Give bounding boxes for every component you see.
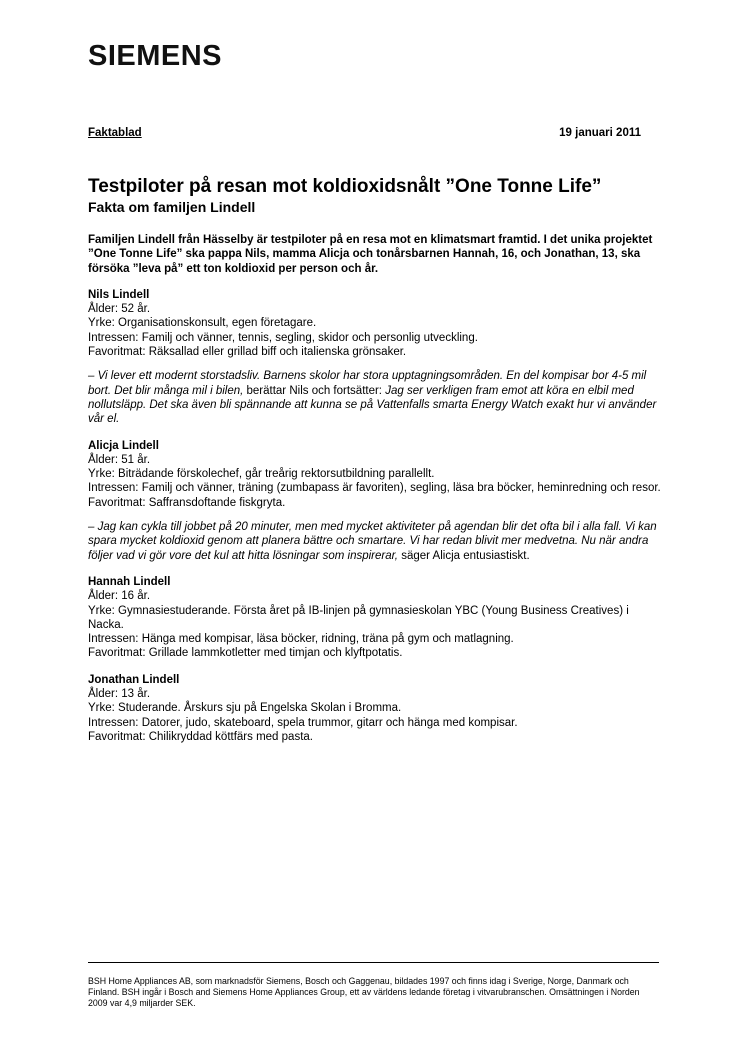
footer-text: BSH Home Appliances AB, som marknadsför Siemens, Bosch och Gaggenau, bildades 1997 och finns idag i Sverige, Norge, Danmark och Finland. BSH ingår i Bosch and Siemens Home Appliances Group, ett av världens ledande företag i vitvarubranschen. Omsättningen i Norden 2009 var 4,9 miljarder SEK. — [88, 976, 640, 1008]
person-jonathan — [88, 673, 663, 744]
intro-paragraph: Familjen Lindell från Hässelby är testpiloter på en resa mot en klimatsmart framtid. I det unika projektet ”One Tonne Life” ska pappa Nils, mamma Alicja och tonårsbarnen Hannah, 16, och Jonathan, 13, ska försöka ”leva på” ett ton koldioxid per person och år. — [88, 234, 653, 275]
person-job: Yrke: Studerande. Årskurs sju på Engelska Skolan i Bromma. — [88, 702, 402, 715]
siemens-logo: SIEMENS — [88, 40, 223, 72]
quote-nils — [88, 369, 663, 426]
quote-text: – Vi lever ett modernt storstadsliv. Barnens skolor har stora upptagningsområden. En del kompisar bor 4-5 mil bort. Det blir många mil i bilen, — [88, 370, 647, 397]
person-alicja — [88, 439, 663, 510]
person-interests: Intressen: Hänga med kompisar, läsa böcker, ridning, träna på gym och matlagning. — [88, 633, 514, 646]
person-food: Favoritmat: Saffransdoftande fiskgryta. — [88, 496, 286, 509]
person-name: Alicja Lindell — [88, 439, 159, 452]
person-interests: Intressen: Familj och vänner, träning (zumbapass är favoriten), segling, läsa bra böcker, heminredning och resor. — [88, 482, 661, 495]
person-name: Jonathan Lindell — [88, 673, 180, 686]
quote-text-continued: Jag ser verkligen fram emot att köra en elbil med nollutsläpp. Det ska även bli spännande att kunna se på Vattenfalls smarta Energy Watch exakt hur vi använder vår el. — [88, 384, 657, 426]
person-food: Favoritmat: Räksallad eller grillad biff och italienska grönsaker. — [88, 346, 407, 359]
person-nils — [88, 288, 663, 359]
footer-divider — [88, 962, 659, 963]
document-body — [88, 233, 663, 756]
person-age: Ålder: 52 år. — [88, 303, 151, 316]
person-job: Yrke: Gymnasiestuderande. Första året på IB-linjen på gymnasieskolan YBC (Young Business Creatives) i Nacka. — [88, 604, 629, 631]
person-interests: Intressen: Familj och vänner, tennis, segling, skidor och personlig utveckling. — [88, 331, 478, 344]
person-hannah — [88, 575, 663, 661]
quote-attribution: berättar Nils och fortsätter: — [243, 384, 386, 397]
quote-attribution: säger Alicja entusiastiskt. — [398, 549, 530, 562]
person-job: Yrke: Biträdande förskolechef, går treårig rektorsutbildning parallellt. — [88, 468, 435, 481]
document-type: Faktablad — [88, 127, 142, 139]
person-name: Nils Lindell — [88, 288, 150, 301]
person-age: Ålder: 16 år. — [88, 590, 151, 603]
person-food: Favoritmat: Chilikryddad köttfärs med pasta. — [88, 730, 313, 743]
person-age: Ålder: 13 år. — [88, 688, 151, 701]
quote-alicja — [88, 520, 663, 563]
person-job: Yrke: Organisationskonsult, egen företagare. — [88, 317, 317, 330]
document-date: 19 januari 2011 — [559, 127, 641, 139]
page-title: Testpiloter på resan mot koldioxidsnålt ”One Tonne Life” — [88, 176, 602, 197]
page-subtitle: Fakta om familjen Lindell — [88, 199, 256, 215]
quote-text: – Jag kan cykla till jobbet på 20 minuter, men med mycket aktiviteter på agendan blir det ofta bil i alla fall. Vi kan spara mycket koldioxid genom att planera bättre och smartare. Vi har redan blivit mer medvetna. Nu när andra följer vad vi gör vore det kul att hitta lösningar som inspirerar, — [88, 521, 657, 562]
person-food: Favoritmat: Grillade lammkotletter med timjan och klyftpotatis. — [88, 647, 403, 660]
person-interests: Intressen: Datorer, judo, skateboard, spela trummor, gitarr och hänga med kompisar. — [88, 716, 518, 729]
person-age: Ålder: 51 år. — [88, 453, 151, 466]
person-name: Hannah Lindell — [88, 575, 171, 588]
